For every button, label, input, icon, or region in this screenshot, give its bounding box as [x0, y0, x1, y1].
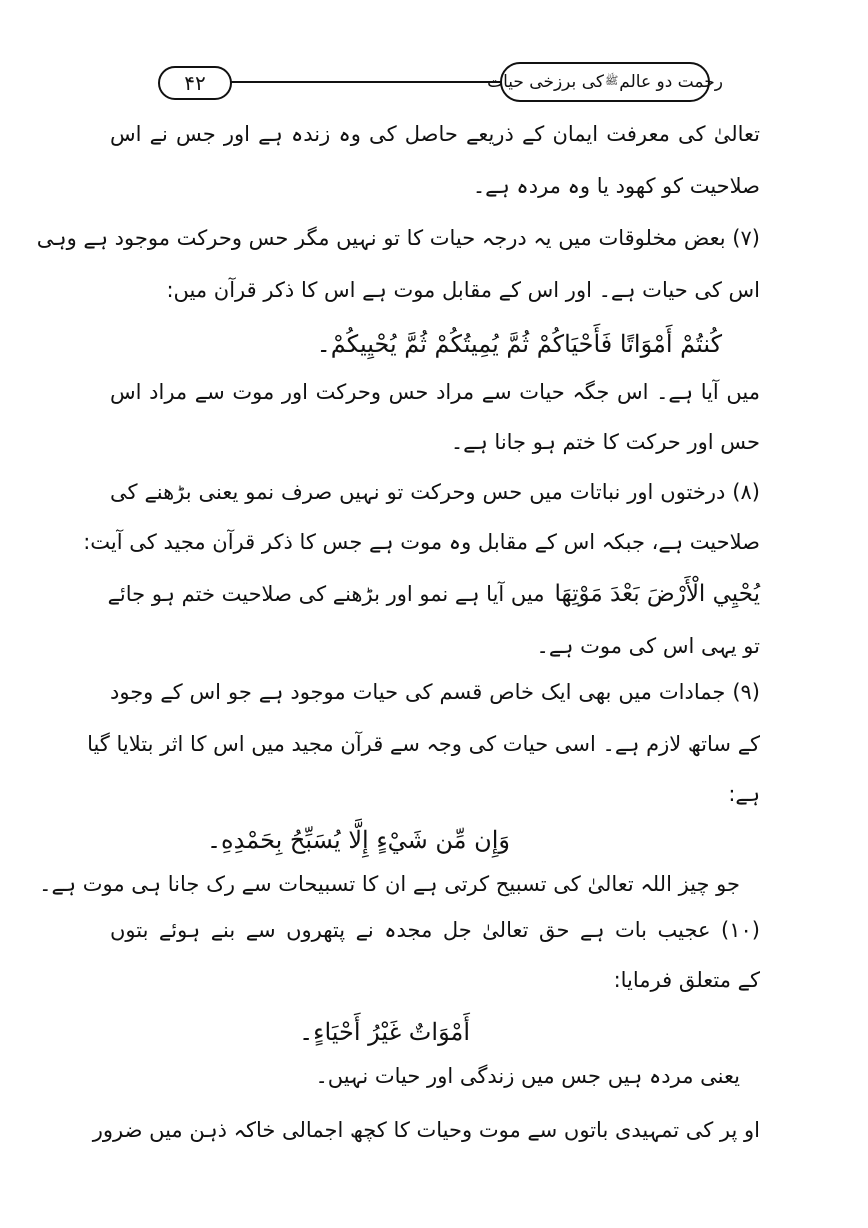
salutation-mark: ﷺ	[604, 74, 619, 87]
text-line-7: (۸) درختوں اور نباتات میں حس وحرکت تو نہیں صرف نمو یعنی بڑھنے کی	[110, 480, 760, 504]
text-line-12: کے ساتھ لازم ہے۔ اسی حیات کی وجہ سے قرآن مجید میں اس کا اثر بتلایا گیا	[87, 732, 760, 756]
text-line-11: (۹) جمادات میں بھی ایک خاص قسم کی حیات موجود ہے جو اس کے وجود	[110, 680, 760, 704]
text-line-13: ہے:	[728, 782, 760, 806]
header-rule	[226, 81, 508, 83]
verse-quran-2: يُحْيِي الْأَرْضَ بَعْدَ مَوْتِهَا	[554, 581, 760, 607]
text-line-10: تو یہی اس کی موت ہے۔	[536, 634, 760, 658]
text-line-5: میں آیا ہے۔ اس جگہ حیات سے مراد حس وحرکت اور موت سے مراد اس	[110, 380, 760, 404]
text-line-16: کے متعلق فرمایا:	[613, 968, 760, 992]
text-line-18: او پر کی تمہیدی باتوں سے موت وحیات کا کچھ اجمالی خاکہ ذہن میں ضرور	[92, 1118, 760, 1142]
text-line-15: (۱۰) عجیب بات ہے حق تعالیٰ جل مجدہ نے پتھروں سے بنے ہوئے بتوں	[110, 918, 760, 942]
verse-quran-4: أَمْوَاتٌ غَيْرُ أَحْيَاءٍ۔	[299, 1018, 470, 1046]
text-line-9	[107, 572, 760, 616]
book-title	[487, 62, 723, 102]
text-line-3: (۷) بعض مخلوقات میں یہ درجہ حیات کا تو نہیں مگر حس وحرکت موجود ہے وہی	[36, 226, 760, 250]
verse-quran-3: وَإِن مِّن شَيْءٍ إِلَّا يُسَبِّحُ بِحَمْدِهِ۔	[206, 826, 510, 854]
text-line-14: جو چیز اللہ تعالیٰ کی تسبیح کرتی ہے ان کا تسبیحات سے رک جانا ہی موت ہے۔	[39, 872, 740, 896]
book-title-post: کی برزخی حیات	[487, 72, 604, 92]
page-number-text: ۴۲	[184, 71, 206, 95]
book-title-pre: رحمت دو عالم	[619, 72, 723, 92]
verse-quran-1: كُنتُمْ أَمْوَاتًا فَأَحْيَاكُمْ ثُمَّ يُمِيتُكُمْ ثُمَّ يُحْيِيكُمْ۔	[316, 330, 722, 358]
text-line-9-rest: میں آیا ہے نمو اور بڑھنے کی صلاحیت ختم ہو جائے	[107, 582, 545, 606]
text-line-1: تعالیٰ کی معرفت ایمان کے ذریعے حاصل کی وہ زندہ ہے اور جس نے اس	[110, 122, 760, 146]
page-number	[158, 66, 232, 100]
text-line-4: اس کی حیات ہے۔ اور اس کے مقابل موت ہے اس کا ذکر قرآن میں:	[166, 278, 760, 302]
text-line-6: حس اور حرکت کا ختم ہو جانا ہے۔	[450, 430, 760, 454]
text-line-8: صلاحیت ہے، جبکہ اس کے مقابل وہ موت ہے جس کا ذکر قرآن مجید کی آیت:	[83, 530, 760, 554]
running-header	[148, 62, 723, 102]
text-line-17: یعنی مردہ ہیں جس میں زندگی اور حیات نہیں۔	[315, 1064, 740, 1088]
text-line-2: صلاحیت کو کھود یا وہ مردہ ہے۔	[472, 174, 760, 198]
